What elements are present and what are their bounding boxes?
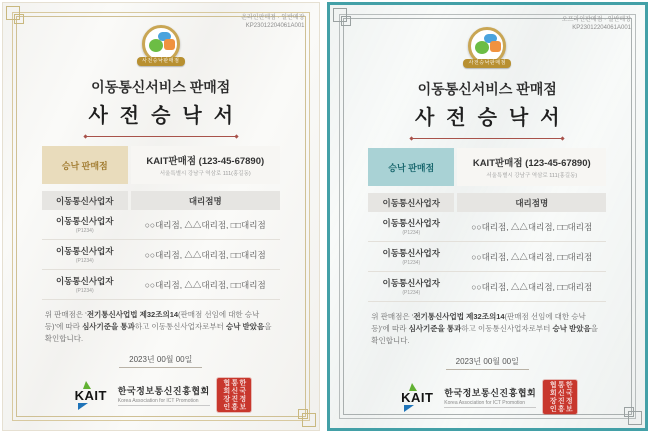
- table-row: [368, 212, 606, 242]
- seal-text: 한국정보통신진흥협회장인: [222, 379, 246, 411]
- statement-criteria: 심사기준을 통과: [82, 322, 135, 331]
- statement-pre: 위 판매점은 ‘: [371, 312, 414, 321]
- carrier-code: (P1234): [402, 230, 421, 236]
- agency-list: ○○대리점, △△대리점, □□대리점: [144, 249, 266, 260]
- kait-logo-icon: [71, 384, 111, 406]
- title-divider: [412, 138, 562, 139]
- agency-column-header: 대리점명: [457, 193, 606, 212]
- pre-approval-badge: [330, 27, 646, 68]
- carrier-column-header: 이동통신사업자: [42, 191, 128, 210]
- store-name: KAIT판매점 (123-45-67890): [472, 158, 591, 169]
- certificate-title: 사전승낙서: [88, 105, 246, 127]
- agency-list: ○○대리점, △△대리점, □□대리점: [144, 279, 266, 290]
- certificate-type-label: 온라인판매점 · 일반매장: [241, 15, 305, 21]
- carrier-code: (P1234): [75, 288, 94, 294]
- approval-store-cell: [457, 148, 606, 186]
- badge-ribbon-label: 사전승낙판매점: [137, 57, 185, 66]
- approval-store-label: 승낙 판매점: [42, 146, 128, 184]
- agency-list: ○○대리점, △△대리점, □□대리점: [471, 281, 593, 292]
- statement-mid2: 하고 이동통신사업자로부터: [134, 322, 226, 331]
- approval-store-row: [42, 146, 280, 184]
- pre-approval-badge: [3, 25, 319, 66]
- agency-list: ○○대리점, △△대리점, □□대리점: [144, 219, 266, 230]
- corner-knot-bottom-right: [621, 404, 643, 426]
- carrier-name: 이동통신사업자: [56, 216, 114, 226]
- carrier-cell: [42, 245, 128, 264]
- table-header-row: [368, 193, 606, 212]
- certificate-subtitle: 이동통신서비스 판매점: [417, 81, 557, 97]
- statement-post: 을 확인합니다.: [44, 322, 272, 343]
- store-address: 서울특별시 강남구 역삼로 111(홍길동): [486, 173, 578, 179]
- carrier-column-header: 이동통신사업자: [368, 193, 454, 212]
- issue-date: 2023년 00월 00일: [119, 354, 202, 368]
- carrier-code: (P1234): [402, 290, 421, 296]
- statement-criteria: 심사기준을 통과: [408, 324, 462, 333]
- kait-logo-text: KAIT: [401, 390, 434, 405]
- carrier-cell: [368, 277, 454, 296]
- statement-approval: 승낙 받았음: [552, 324, 591, 333]
- statement-law: 전기통신사업법 제32조의14: [413, 312, 505, 321]
- certificate-online: [2, 2, 320, 431]
- speech-bubble-orange-icon: [164, 39, 175, 50]
- corner-knot-top-left: [5, 5, 27, 27]
- table-row: [368, 242, 606, 272]
- carrier-name: 이동통신사업자: [382, 218, 440, 228]
- kait-logo-text: KAIT: [74, 388, 107, 403]
- approval-table: [368, 148, 606, 302]
- statement-pre: 위 판매점은 ‘: [44, 310, 87, 319]
- carrier-name: 이동통신사업자: [382, 248, 440, 258]
- agency-column-header: 대리점명: [131, 191, 280, 210]
- official-seal-stamp: [543, 380, 577, 414]
- kait-logo-blue-icon: [404, 405, 414, 412]
- certificate-subtitle: 이동통신서비스 판매점: [91, 79, 231, 95]
- certificate-serial: KP23012204061A001: [245, 23, 305, 30]
- statement-mid2: 하고 이동통신사업자로부터: [461, 324, 553, 333]
- table-row: [368, 272, 606, 302]
- statement-law: 전기통신사업법 제32조의14: [86, 310, 179, 319]
- carrier-cell: [368, 247, 454, 266]
- certificate-content: [3, 3, 319, 412]
- table-row: [42, 210, 280, 240]
- kait-logo-blue-icon: [78, 403, 88, 410]
- badge-ribbon-label: 사전승낙판매점: [463, 59, 511, 68]
- kait-logo-green-icon: [83, 381, 91, 389]
- store-address: 서울특별시 강남구 역삼로 111(홍길동): [159, 171, 251, 177]
- agency-list: ○○대리점, △△대리점, □□대리점: [471, 251, 593, 262]
- carrier-code: (P1234): [75, 228, 94, 234]
- carrier-code: (P1234): [402, 260, 421, 266]
- carrier-name: 이동통신사업자: [56, 276, 114, 286]
- carrier-code: (P1234): [75, 258, 94, 264]
- issuer-row: [3, 378, 319, 412]
- certificate-code: [562, 16, 631, 32]
- kait-logo-icon: [397, 386, 437, 408]
- issuer-name-english: Korea Association for ICT Promotion: [118, 398, 210, 406]
- confirmation-statement: [371, 311, 603, 347]
- approval-store-row: [368, 148, 606, 186]
- seal-text: 한국정보통신진흥협회장인: [549, 381, 573, 413]
- certificate-type-label: 오프라인판매점 · 일반매장: [561, 17, 631, 23]
- statement-mid1: (판매점 선임에 대한 승낙 등)’에 따라: [44, 310, 260, 331]
- title-divider: [86, 136, 236, 137]
- table-row: [42, 270, 280, 300]
- speech-bubble-green-icon: [149, 39, 163, 52]
- issuer-row: [330, 380, 646, 414]
- issuer-name-block: [118, 384, 210, 406]
- official-seal-stamp: [217, 378, 251, 412]
- approval-table: [42, 146, 280, 300]
- statement-mid1: (판매점 선임에 대한 승낙 등)’에 따라: [371, 312, 586, 333]
- carrier-name: 이동통신사업자: [56, 246, 114, 256]
- corner-knot-bottom-right: [295, 406, 317, 428]
- agency-list: ○○대리점, △△대리점, □□대리점: [471, 221, 593, 232]
- certificate-content: [330, 5, 646, 414]
- certificate-code: [241, 14, 304, 30]
- kait-logo-green-icon: [409, 383, 417, 391]
- carrier-cell: [42, 275, 128, 294]
- issuer-name: 한국정보통신진흥협회: [117, 386, 210, 396]
- statement-approval: 승낙 받았음: [225, 322, 265, 331]
- carrier-cell: [42, 215, 128, 234]
- approval-store-cell: [131, 146, 280, 184]
- issue-date: 2023년 00월 00일: [446, 356, 529, 370]
- carrier-cell: [368, 217, 454, 236]
- corner-knot-top-left: [332, 7, 354, 29]
- store-name: KAIT판매점 (123-45-67890): [146, 156, 265, 167]
- table-header-row: [42, 191, 280, 210]
- table-row: [42, 240, 280, 270]
- approval-store-label: 승낙 판매점: [368, 148, 454, 186]
- certificate-serial: KP23012204061A001: [572, 25, 631, 32]
- certificate-offline: [327, 2, 649, 431]
- certificate-title: 사전승낙서: [414, 107, 572, 129]
- issuer-name-block: [444, 386, 536, 408]
- issuer-name-english: Korea Association for ICT Promotion: [444, 400, 536, 408]
- statement-post: 을 확인합니다.: [371, 324, 599, 345]
- speech-bubble-orange-icon: [490, 41, 501, 52]
- confirmation-statement: [45, 309, 277, 345]
- issuer-name: 한국정보통신진흥협회: [444, 388, 537, 398]
- carrier-name: 이동통신사업자: [382, 278, 440, 288]
